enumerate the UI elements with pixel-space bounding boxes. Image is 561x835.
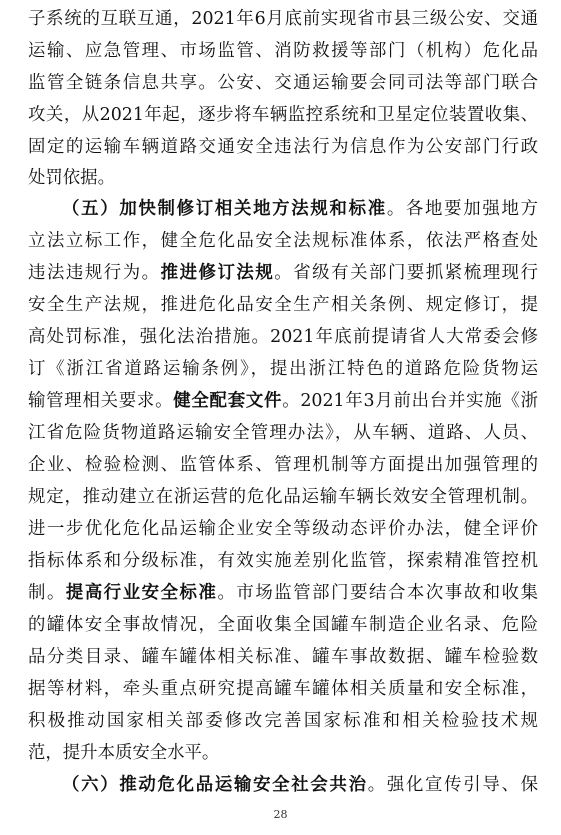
text-run: 。各地要加强地方 xyxy=(386,199,538,219)
subheading-industry-standards: 提高行业安全标准 xyxy=(65,583,218,603)
section-heading-six: （六）推动危化品运输安全社会共治 xyxy=(62,775,368,795)
section-heading-line xyxy=(62,770,538,800)
text-line: 订《浙江省道路运输条例》，提出浙江特色的道路危险货物运 xyxy=(28,359,538,379)
text-line: 指标体系和分级标准，有效实施差别化监管，探索精准管控机 xyxy=(28,551,538,571)
text-line: 据等材料，牵头重点研究提高罐车罐体相关质量和安全标准， xyxy=(28,679,538,699)
text-line: 攻关，从2021年起，逐步将车辆监控系统和卫星定位装置收集、 xyxy=(28,105,538,125)
text-line: 运输、应急管理、市场监管、消防救援等部门（机构）危化品 xyxy=(28,41,538,61)
text-run: 输管理相关要求。 xyxy=(28,391,174,411)
section-heading-line xyxy=(62,194,538,224)
text-line: 品分类目录、罐车罐体相关标准、罐车事故数据、罐车检验数 xyxy=(28,647,538,667)
page-number: 28 xyxy=(273,808,288,821)
text-line: 处罚依据。 xyxy=(28,168,115,188)
text-line: 企业、检验检测、监管体系、管理机制等方面提出加强管理的 xyxy=(28,455,538,475)
text-line xyxy=(28,578,538,608)
section-heading-five: （五）加快制修订相关地方法规和标准 xyxy=(62,199,387,219)
text-line: 监管全链条信息共享。公安、交通运输要会同司法等部门联合 xyxy=(28,73,538,93)
text-line: 高处罚标准，强化法治措施。2021年底前提请省人大常委会修 xyxy=(28,327,538,347)
text-line: 子系统的互联互通，2021年6月底前实现省市县三级公安、交通 xyxy=(28,9,538,29)
text-line: 立法立标工作，健全危化品安全法规标准体系，依法严格查处 xyxy=(28,231,538,251)
text-run: 。市场监管部门要结合本次事故和收集 xyxy=(217,583,538,603)
text-line: 江省危险货物道路运输安全管理办法》，从车辆、道路、人员、 xyxy=(28,423,538,443)
text-line: 的罐体安全事故情况，全面收集全国罐车制造企业名录、危险 xyxy=(28,615,538,635)
text-line: 固定的运输车辆道路交通安全违法行为信息作为公安部门行政 xyxy=(28,137,538,157)
text-run: 制。 xyxy=(28,583,66,603)
subheading-revise-regulations: 推进修订法规 xyxy=(160,263,275,283)
text-line: 积极推动国家相关部委修改完善国家标准和相关检验技术规 xyxy=(28,711,538,731)
text-line xyxy=(28,258,538,288)
text-run: 。省级有关部门要抓紧梳理现行 xyxy=(274,263,538,283)
text-run: 。2021年3月前出台并实施《浙 xyxy=(282,391,538,411)
text-line: 规定，推动建立在浙运营的危化品运输车辆长效安全管理机制。 xyxy=(28,487,538,507)
subheading-supporting-documents: 健全配套文件 xyxy=(173,391,283,411)
text-line xyxy=(28,386,538,416)
text-line: 进一步优化危化品运输企业安全等级动态评价办法，健全评价 xyxy=(28,519,538,539)
text-line: 范，提升本质安全水平。 xyxy=(28,743,220,763)
text-line: 安全生产法规，推进危化品安全生产相关条例、规定修订，提 xyxy=(28,295,538,315)
text-run: 。强化宣传引导、保 xyxy=(367,775,538,795)
text-run: 违法违规行为。 xyxy=(28,263,161,283)
